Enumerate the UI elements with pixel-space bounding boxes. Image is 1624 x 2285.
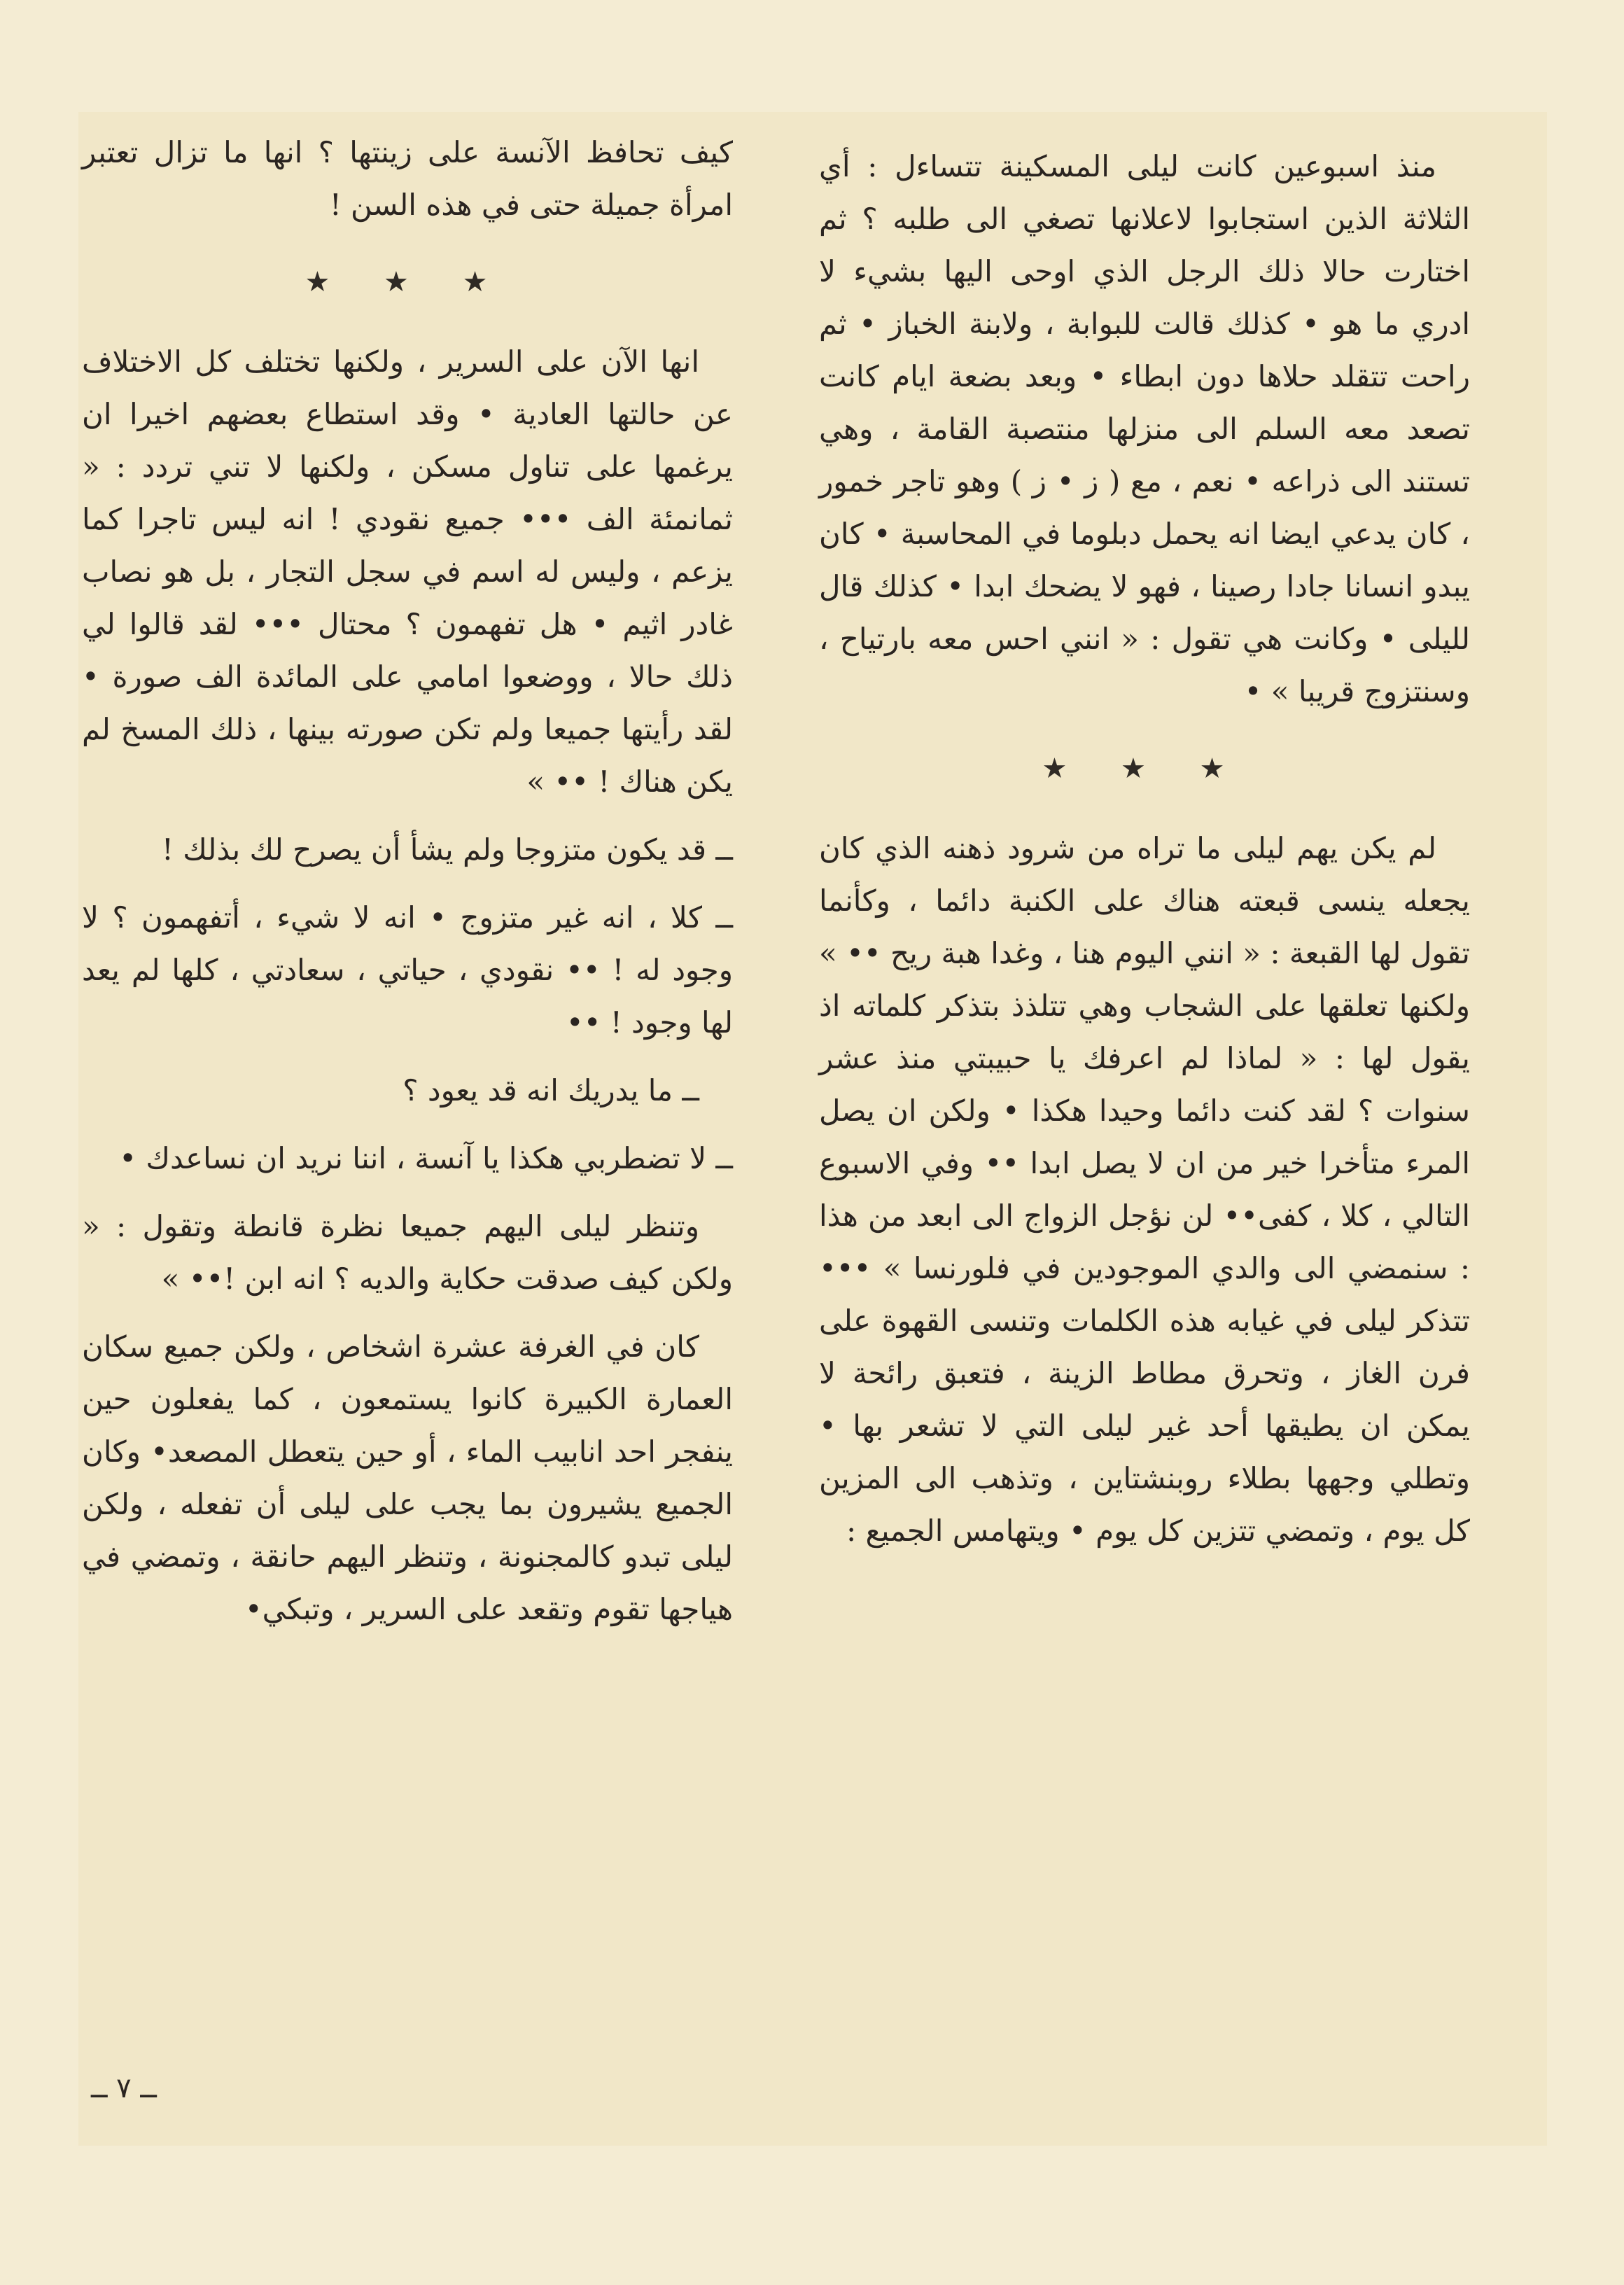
paragraph: منذ اسبوعين كانت ليلى المسكينة تتساءل : أي الثلاثة الذين استجابوا لاعلانها تصغي الى طلبه ؟ ثم اختارت حالا ذلك الرجل الذي اوحى اليها بشيء لا ادري ما هو • كذلك قالت للبوابة ، ولابنة الخباز • ثم راحت تتقلد حلاها دون ابطاء • وبعد بضعة ايام كانت تصعد معه السلم الى منزلها منتصبة القامة ، وهي تستند الى ذراعه • نعم ، مع ( ز • ز ) وهو تاجر خمور ، كان يدعي ايضا انه يحمل دبلوما في المحاسبة • كان يبدو انسانا جادا رصينا ، فهو لا يضحك ابدا • كذلك قال لليلى • وكانت هي تقول : « انني احس معه بارتياح ، وسنتزوج قريبا » •: [819, 149, 1470, 708]
page-number: ــ ٧ ــ: [91, 2072, 157, 2104]
left-text-column: [82, 126, 733, 1635]
paragraph: كان في الغرفة عشرة اشخاص ، ولكن جميع سكان العمارة الكبيرة كانوا يستمعون ، كما يفعلون حين ينفجر احد انابيب الماء ، أو حين يتعطل المصعد• وكان الجميع يشيرون بما يجب على ليلى أن تفعله ، ولكن ليلى تبدو كالمجنونة ، وتنظر اليهم حانقة ، وتمضي في هياجها تقوم وتقعد على السرير ، وتبكي•: [82, 1329, 733, 1626]
section-separator-stars: ★ ★ ★: [304, 266, 510, 298]
dialogue-line: ــ قد يكون متزوجا ولم يشأ أن يصرح لك بذلك !: [162, 832, 733, 867]
paragraph: لم يكن يهم ليلى ما تراه من شرود ذهنه الذي كان يجعله ينسى قبعته هناك على الكنبة دائما ، وكأنما تقول لها القبعة : « انني اليوم هنا ، وغدا هبة ريح •• » ولكنها تعلقها على الشجاب وهي تتلذذ بتذكر كلماته اذ يقول لها : « لماذا لم اعرفك يا حبيبتي منذ عشر سنوات ؟ لقد كنت دائما وحيدا هكذا • ولكن ان يصل المرء متأخرا خير من ان لا يصل ابدا •• وفي الاسبوع التالي ، كلا ، كفى•• لن نؤجل الزواج الى ابعد من هذا : سنمضي الى والدي الموجودين في فلورنسا » ••• تتذكر ليلى في غيابه هذه الكلمات وتنسى القهوة على فرن الغاز ، وتحرق مطاط الزينة ، فتعبق رائحة لا يمكن ان يطيقها أحد غير ليلى التي لا تشعر بها • وتطلي وجهها بطلاء روبنشتاين ، وتذهب الى المزين كل يوم ، وتمضي تتزين كل يوم • ويتهامس الجميع :: [819, 831, 1470, 1548]
dialogue-line: ــ لا تضطربي هكذا يا آنسة ، اننا نريد ان نساعدك •: [119, 1141, 733, 1175]
section-separator-stars: ★ ★ ★: [1042, 753, 1247, 785]
paragraph: وتنظر ليلى اليهم جميعا نظرة قانطة وتقول : « ولكن كيف صدقت حكاية والديه ؟ انه ابن !•• »: [82, 1209, 733, 1296]
paragraph: انها الآن على السرير ، ولكنها تختلف كل الاختلاف عن حالتها العادية • وقد استطاع بعضهم اخيرا ان يرغمها على تناول مسكن ، ولكنها لا تني تردد : « ثمانمئة الف ••• جميع نقودي ! انه ليس تاجرا كما يزعم ، وليس له اسم في سجل التجار ، بل هو نصاب غادر اثيم • هل تفهمون ؟ محتال ••• لقد قالوا لي ذلك حالا ، ووضعوا امامي على المائدة الف صورة • لقد رأيتها جميعا ولم تكن صورته بينها ، ذلك المسخ لم يكن هناك ! •• »: [82, 344, 733, 799]
magazine-page: [78, 112, 1547, 2146]
paragraph: كيف تحافظ الآنسة على زينتها ؟ انها ما تزال تعتبر امرأة جميلة حتى في هذه السن !: [82, 135, 733, 222]
dialogue-line: ــ ما يدريك انه قد يعود ؟: [402, 1073, 699, 1107]
dialogue-line: ــ كلا ، انه غير متزوج • انه لا شيء ، أتفهمون ؟ لا وجود له ! •• نقودي ، حياتي ، سعادتي ، كلها لم يعد لها وجود ! ••: [82, 900, 733, 1040]
right-text-column: [819, 140, 1470, 1557]
